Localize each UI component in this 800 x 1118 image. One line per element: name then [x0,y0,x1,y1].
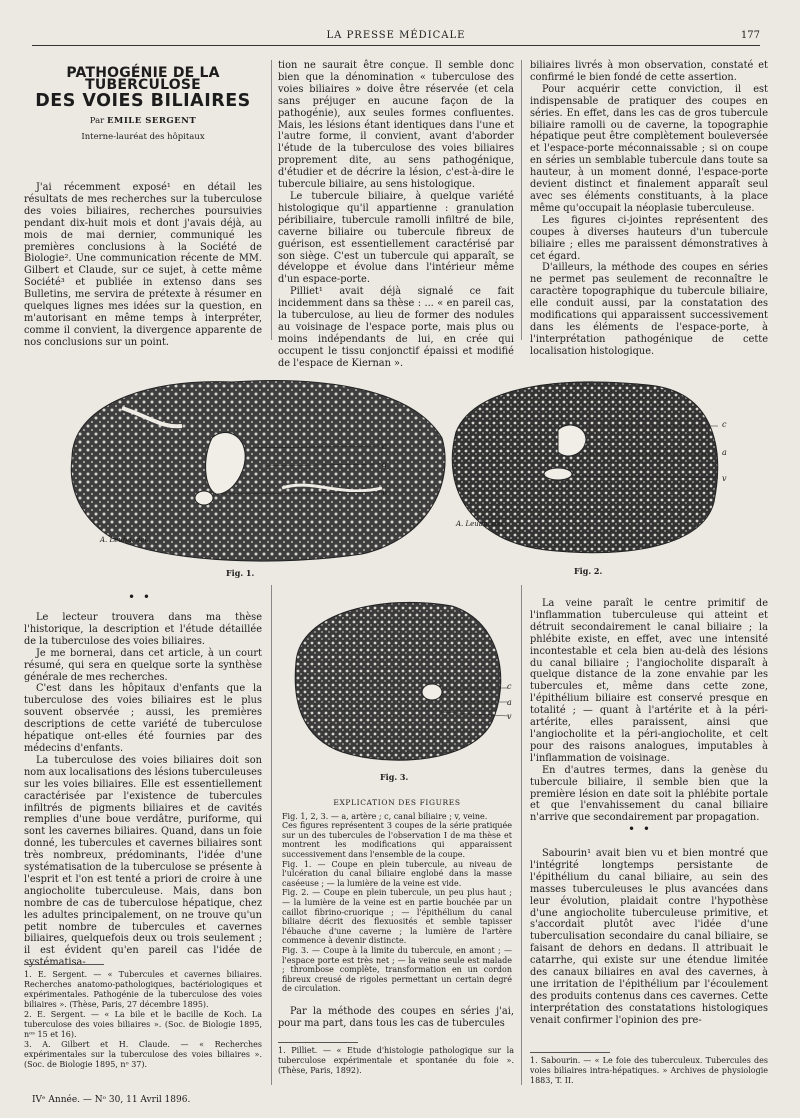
column-divider [271,60,272,340]
figure-3-label: Fig. 3. [380,772,409,782]
label-c: c [507,682,512,691]
figure-explanation [282,798,512,994]
column3-top [530,60,768,358]
label-v: v [507,712,512,721]
section-separator: • • [628,822,652,836]
paragraph: La veine paraît le centre primitif de l'inflammation tuberculeuse qui atteint et détruit secondairement le canal biliaire ; la phlébite existe, en effet, avec une intensité incontestable et cela bien au-delà des lésions du canal biliaire ; l'angiocholite disparaît à quelque distance de la zone envahie par les tubercules et, même dans cette zone, l'épithélium biliaire est conservé presque en totalité ; — quant à l'artérite et à la péri-artérite, elles paraissent, ainsi que l'angiocholite et la péri-angiocholite, et celt pour des raisons analogues, imputables à l'inflammation de voisinage. [530,598,768,764]
figure-2-label: Fig. 2. [574,566,603,576]
label-a: a [382,460,387,469]
label-a: a [722,448,727,457]
paragraph: Le tubercule biliaire, à quelque variété histologique qu'il appartienne : granulation péribiliaire, tubercule ramolli infiltré de bile, caverne biliaire ou tubercule fibreux de guérison, est essentiellement caractérisé par son siège. C'est un tubercule qui apparaît, se développe et évolue dans l'intérieur même d'un espace-porte. [278,190,514,286]
byline [24,116,262,128]
footnote: 3. A. Gilbert et H. Claude. — « Recherches expérimentales sur la tuberculose des voies biliaires ». (Soc. de Biologie 1895, nᵒ 37). [24,1040,262,1069]
explanation-line: Fig. 2. — Coupe en plein tubercule, un peu plus haut ; — la lumière de la veine est en partie bouchée par un caillot fibrino-cruorique ; — l'épithélium du canal biliaire décrit des flexuosités et semble tapisser l'ébauche d'une caverne ; la lumière de l'artère commence à devenir distincte. [282,888,512,946]
issue-footer: IVᵉ Année. — Nᵒ 30, 11 Avril 1896. [32,1095,191,1105]
page-number: 177 [740,30,760,41]
label-v: v [382,488,387,497]
header-rule [32,45,760,46]
article-title-line1: PATHOGÉNIE DE LA TUBERCULOSE [66,65,220,93]
footnote: 2. E. Sergent. — « La bile et le bacille de Koch. La tuberculose des voies biliaires ». (Soc. de Biologie 1895, nᵒˢ 15 et 16). [24,1010,262,1039]
figure-signature: A. Leuba. del. [456,520,505,528]
explanation-line: Fig. 1. — Coupe en plein tubercule, au niveau de l'ulcération du canal biliaire englobé dans la masse caséeuse ; — la lumière de la veine est vide. [282,859,512,888]
paragraph: La tuberculose des voies biliaires doit son nom aux localisations des lésions tuberculeuses sur les voies biliaires. Elle est essentiellement caractérisée par l'existence de tubercules infiltrés de pigments biliaires et de cavités remplies d'une boue verdâtre, puriforme, qui sont les cavernes biliaires. Quand, dans un foie donné, les tubercules et cavernes biliaires sont très nombreux, prédominants, l'idée d'une systématisation de la tuberculose se présente à l'esprit et l'on est tenté a priori de croire à une angiocholite tuberculeuse. Mais, dans bon nombre de cas de tuberculose hépatique, chez les adultes principalement, on ne trouve qu'un petit nombre de tubercules et cavernes biliaires, quelquefois deux ou trois seulement ; il est évident qu'en pareil cas l'idée de systématisa- [24,754,262,969]
footnote-rule [24,964,104,965]
column2-top [278,60,514,370]
section-separator: • • [128,590,152,604]
paragraph: Pilliet¹ avait déjà signalé ce fait incidemment dans sa thèse : ... « en pareil cas, la tuberculose, au lieu de former des nodules au voisinage de l'espace porte, mais plus ou moins indépendants de lui, en crée qui occupent le tissu conjonctif épaissi et modifié de l'espace de Kiernan ». [278,286,514,369]
paragraph: tion ne saurait être conçue. Il semble donc bien que la dénomination « tuberculose des voies biliaires » doive être réservée (et cela sans préjuger en aucune façon de la pathogénie), aux seules formes confluentes. Mais, les lésions étant identiques dans l'une et l'autre forme, il convient, avant d'aborder l'étude de la tuberculose des voies biliaires proprement dite, au sens pathogénique, d'étudier et de décrire la lésion, c'est-à-dire le tubercule biliaire, au sens histologique. [278,60,514,191]
article-heading [24,65,262,144]
column3-bottom [530,598,768,824]
column1-bottom [24,612,262,969]
paragraph: C'est dans les hôpitaux d'enfants que la tuberculose des voies biliaires est le plus souvent observée ; aussi, les premières descriptions de cette variété de tuberculose hépatique ont-elles été fournies par des médecins d'enfants. [24,683,262,754]
paragraph: J'ai récemment exposé¹ en détail les résultats de mes recherches sur la tuberculose des voies biliaires, recherches poursuivies pendant dix-huit mois et dont j'avais déjà, au mois de mai dernier, communiqué les premières conclusions à la Société de Biologie². Une communication récente de MM. Gilbert et Claude, sur ce sujet, à cette même Société³ et publiée in extenso dans ses Bulletins, me servira de prétexte à résumer en quelques lignes mes idées sur la question, en m'autorisant en même temps à interpréter, comme il convient, la divergence apparente de nos conclusions sur un point. [24,182,262,348]
explanation-heading: EXPLICATION DES FIGURES [333,798,461,807]
paragraph: Le lecteur trouvera dans ma thèse l'historique, la description et l'étude détaillée de la tuberculose des voies biliaires. [24,612,262,647]
figure-signature: A. Leuba. del. [100,536,149,544]
article-title-line2: DES VOIES BILIAIRES [35,90,251,111]
label-v: v [722,474,727,483]
paragraph: Les figures ci-jointes représentent des coupes à diverses hauteurs d'un tubercule biliaire ; elles me paraissent démonstratives à cet égard. [530,214,768,262]
column3-continued [530,848,768,1027]
label-a: a [507,698,512,707]
author-name: EMILE SERGENT [106,115,197,126]
explanation-line: Fig. 3. — Coupe à la limite du tubercule, en amont ; — l'espace porte est très net ; — la veine seule est malade ; thrombose complète, transformation en un cordon fibreux creusé de rigoles permettant un certain degré de circulation. [282,945,512,994]
author-role: Interne-lauréat des hôpitaux [81,131,205,142]
paragraph: Pour acquérir cette conviction, il est indispensable de pratiquer des coupes en séries. En effet, dans les cas de gros tubercule biliaire ramolli ou de caverne, la topographie hépatique peut être complètement bouleversée et l'espace-porte méconnaissable ; si on coupe en séries un semblable tubercule dans toute sa hauteur, à un moment donné, l'espace-porte devient distinct et finalement apparaît seul avec ses éléments constituants, à la place même qu'occupait la néoplasie tuberculeuse. [530,83,768,214]
paragraph: Je me bornerai, dans cet article, à un court résumé, qui sera en quelque sorte la synthèse générale de mes recherches. [24,647,262,683]
paragraph: D'ailleurs, la méthode des coupes en séries ne permet pas seulement de reconnaître le caractère topographique du tubercule biliaire, elle conduit aussi, par la constatation des modifications qui apparaissent successivement dans les éléments de l'espace-porte, à l'interprétation pathogénique de cette localisation histologique. [530,262,768,357]
journal-title: LA PRESSE MÉDICALE [326,30,466,41]
column-divider [521,60,522,340]
column2-footnote: 1. Pilliet. — « Etude d'histologie pathologique sur la tuberculose expérimentale et spontanée du foie ». (Thèse, Paris, 1892). [278,1046,514,1075]
column2-bottom [278,1006,514,1030]
label-c: c [382,442,387,451]
footnote: 1. E. Sergent. — « Tubercules et cavernes biliaires. Recherches anatomo-pathologiques, bactériologiques et expérimentales. Pathogénie de la tuberculose des voies biliaires ». (Thèse, Paris, 27 décembre 1895). [24,970,262,1009]
paragraph: En d'autres termes, dans la genèse du tubercule biliaire, il semble bien que la première lésion en date soit la phlébite portale et que l'envahissement du canal biliaire n'arrive que secondairement par propagation. [530,764,768,824]
column-divider [271,585,272,1085]
footnote-rule [278,1042,358,1043]
paragraph: Sabourin¹ avait bien vu et bien montré que l'intégrité longtemps persistante de l'épithélium du canal biliaire, au sein des masses tuberculeuses le plus avancées dans leur évolution, plaidait contre l'hypothèse d'une angiocholite tuberculeuse primitive, et s'accordait plutôt avec l'idée d'une tuberculisation secondaire du canal biliaire, se faisant de dehors en dedans. Il attribuait le catarrhe, qui existe sur une étendue limitée des canaux biliaires en aval des cavernes, à une irritation de l'épithélium par l'écoulement des produits contenus dans ces cavernes. Cette interprétation des constatations histologiques venait confirmer l'opinion des pre- [530,848,768,1026]
figure-3-illustration [282,592,512,770]
column1-top [24,182,262,349]
column1-footnotes [24,970,262,1070]
figure-2-illustration [436,372,726,562]
paragraph: Par la méthode des coupes en séries j'ai, pour ma part, dans tous les cas de tubercules [278,1006,514,1029]
paragraph: biliaires livrés à mon observation, constaté et confirmé le bien fondé de cette assertion. [530,60,768,83]
column3-footnote: 1. Sabourin. — « Le foie des tuberculeux. Tubercules des voies biliaires intra-hépatiques. » Archives de physiologie 1883, T. II. [530,1056,768,1085]
figure-1-label: Fig. 1. [226,568,255,578]
label-c: c [722,420,727,429]
by-prefix: Par [89,115,105,126]
explanation-line: Ces figures représentent 3 coupes de la série pratiquée sur un des tubercules de l'observation I de ma thèse et montrent les modifications qui apparaissent successivement dans l'ensemble de la coupe. [282,821,512,859]
column-divider [521,585,522,1085]
explanation-line: Fig. 1, 2, 3. — a, artère ; c, canal biliaire ; v, veine. [282,811,488,821]
footnote-rule [530,1052,610,1053]
